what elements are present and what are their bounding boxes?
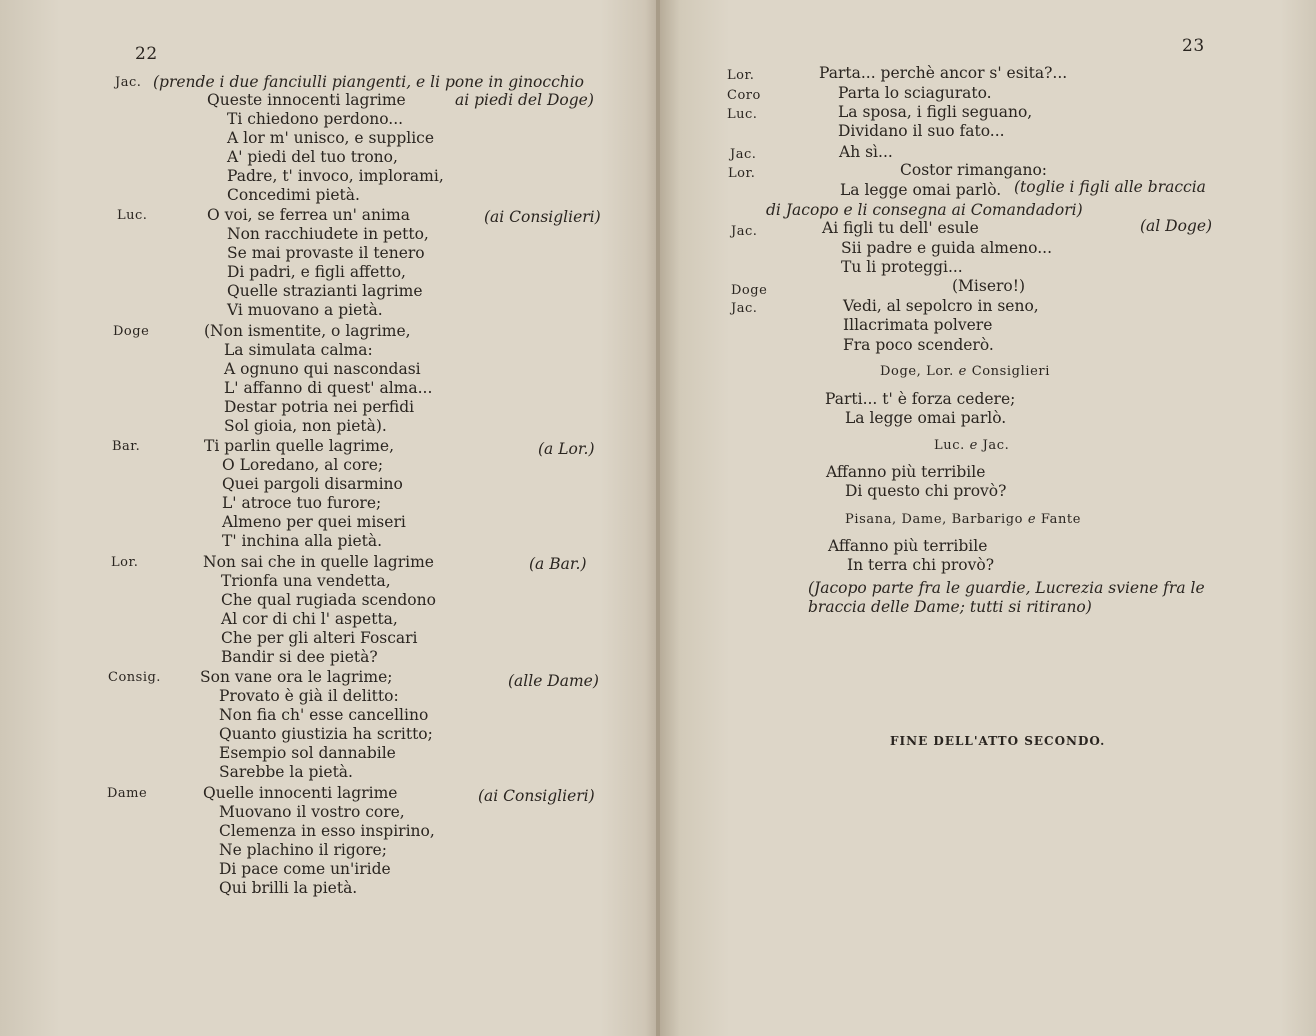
ensemble-conjunction: e bbox=[958, 364, 967, 379]
ensemble-heading bbox=[845, 510, 1081, 529]
stage-direction: braccia delle Dame; tutti si ritirano) bbox=[808, 598, 1092, 616]
verse-line: Concedimi pietà. bbox=[227, 186, 360, 204]
speaker-label: Jac. bbox=[730, 147, 757, 162]
stage-direction: (toglie i figli alle braccia bbox=[1014, 178, 1206, 196]
page-number: 22 bbox=[135, 44, 158, 64]
verse-line: A ognuno qui nascondasi bbox=[224, 360, 421, 378]
verse-line: Che per gli alteri Foscari bbox=[221, 629, 418, 647]
verse-line: Quei pargoli disarmino bbox=[222, 475, 403, 493]
verse-line: Sarebbe la pietà. bbox=[219, 763, 353, 781]
speaker-label: Luc. bbox=[117, 208, 148, 223]
stage-direction: (Jacopo parte fra le guardie, Lucrezia sviene fra le bbox=[808, 579, 1205, 597]
ensemble-names: Pisana, Dame, Barbarigo bbox=[845, 512, 1024, 527]
speaker-label: Lor. bbox=[728, 166, 756, 181]
verse-line: Fra poco scenderò. bbox=[843, 336, 994, 354]
verse-line: La legge omai parlò. bbox=[845, 409, 1007, 427]
verse-line: Son vane ora le lagrime; bbox=[200, 668, 393, 686]
verse-line: Padre, t' invoco, implorami, bbox=[227, 167, 444, 185]
verse-line: La simulata calma: bbox=[224, 341, 373, 359]
ensemble-names: Fante bbox=[1040, 512, 1082, 527]
ensemble-names: Doge, Lor. bbox=[880, 364, 954, 379]
speaker-label: Dame bbox=[107, 786, 148, 801]
verse-line: (Misero!) bbox=[952, 277, 1026, 295]
verse-line: Ti chiedono perdono... bbox=[227, 110, 404, 128]
ensemble-conjunction: e bbox=[1027, 512, 1037, 527]
speaker-label: Coro bbox=[727, 88, 761, 103]
ensemble-heading bbox=[934, 436, 1009, 455]
verse-line: Dividano il suo fato... bbox=[838, 122, 1005, 140]
verse-line: Affanno più terribile bbox=[826, 463, 986, 481]
ensemble-heading bbox=[880, 362, 1050, 381]
verse-line: Tu li proteggi... bbox=[841, 258, 963, 276]
stage-direction: (a Bar.) bbox=[529, 555, 587, 573]
speaker-label: Doge bbox=[731, 283, 768, 298]
verse-line: Di pace come un'iride bbox=[219, 860, 391, 878]
verse-line: Bandir si dee pietà? bbox=[221, 648, 378, 666]
stage-direction: (ai Consiglieri) bbox=[484, 208, 601, 226]
speaker-label: Jac. bbox=[731, 301, 758, 316]
verse-line: Affanno più terribile bbox=[828, 537, 988, 555]
verse-line: L' atroce tuo furore; bbox=[222, 494, 382, 512]
verse-line: Almeno per quei miseri bbox=[222, 513, 406, 531]
verse-line: (Non ismentite, o lagrime, bbox=[204, 322, 411, 340]
verse-line: Qui brilli la pietà. bbox=[219, 879, 358, 897]
verse-line: In terra chi provò? bbox=[847, 556, 995, 574]
verse-line: Al cor di chi l' aspetta, bbox=[221, 610, 398, 628]
ensemble-names: Luc. bbox=[934, 438, 965, 453]
verse-line: Destar potria nei perfidi bbox=[224, 398, 415, 416]
speaker-label: Luc. bbox=[727, 107, 758, 122]
speaker-label: Lor. bbox=[727, 68, 755, 83]
verse-line: Quelle innocenti lagrime bbox=[203, 784, 398, 802]
verse-line: Quanto giustizia ha scritto; bbox=[219, 725, 433, 743]
verse-line: Ne plachino il rigore; bbox=[219, 841, 387, 859]
verse-line: T' inchina alla pietà. bbox=[222, 532, 383, 550]
verse-line: O voi, se ferrea un' anima bbox=[207, 206, 410, 224]
ensemble-names: Jac. bbox=[982, 438, 1010, 453]
right-page bbox=[660, 0, 1316, 1036]
verse-line: Ah sì... bbox=[839, 143, 893, 161]
verse-line: A' piedi del tuo trono, bbox=[227, 148, 398, 166]
verse-line: Di padri, e figli affetto, bbox=[227, 263, 406, 281]
verse-line: Non racchiudete in petto, bbox=[227, 225, 429, 243]
verse-line: A lor m' unisco, e supplice bbox=[227, 129, 435, 147]
verse-line: Provato è già il delitto: bbox=[219, 687, 399, 705]
verse-line: Non sai che in quelle lagrime bbox=[203, 553, 434, 571]
verse-line: Queste innocenti lagrime bbox=[207, 91, 406, 109]
stage-direction: (al Doge) bbox=[1140, 217, 1213, 235]
stage-direction: (ai Consiglieri) bbox=[478, 787, 595, 805]
verse-line: L' affanno di quest' alma... bbox=[224, 379, 433, 397]
verse-line: Costor rimangano: bbox=[900, 161, 1048, 179]
act-end-heading: FINE DELL'ATTO SECONDO. bbox=[890, 734, 1106, 748]
speaker-label: Jac. bbox=[115, 75, 142, 90]
speaker-label: Lor. bbox=[111, 555, 139, 570]
verse-line: Quelle strazianti lagrime bbox=[227, 282, 423, 300]
verse-line: Parta lo sciagurato. bbox=[838, 84, 992, 102]
verse-line: Vi muovano a pietà. bbox=[227, 301, 383, 319]
verse-line: Muovano il vostro core, bbox=[219, 803, 405, 821]
verse-line: La legge omai parlò. bbox=[840, 181, 1002, 199]
verse-line: Parta... perchè ancor s' esita?... bbox=[819, 64, 1068, 82]
verse-line: La sposa, i figli seguano, bbox=[838, 103, 1033, 121]
verse-line: Ai figli tu dell' esule bbox=[822, 219, 979, 237]
verse-line: Esempio sol dannabile bbox=[219, 744, 396, 762]
stage-direction: ai piedi del Doge) bbox=[455, 91, 594, 109]
verse-line: Che qual rugiada scendono bbox=[221, 591, 436, 609]
speaker-label: Bar. bbox=[112, 439, 141, 454]
verse-line: Clemenza in esso inspirino, bbox=[219, 822, 435, 840]
verse-line: Illacrimata polvere bbox=[843, 316, 993, 334]
speaker-label: Jac. bbox=[731, 224, 758, 239]
stage-direction: di Jacopo e li consegna ai Comandadori) bbox=[766, 201, 1083, 219]
verse-line: Sii padre e guida almeno... bbox=[841, 239, 1052, 257]
verse-line: Parti... t' è forza cedere; bbox=[825, 390, 1016, 408]
stage-direction: (a Lor.) bbox=[538, 440, 595, 458]
speaker-label: Consig. bbox=[108, 670, 161, 685]
verse-line: Se mai provaste il tenero bbox=[227, 244, 425, 262]
verse-line: O Loredano, al core; bbox=[222, 456, 384, 474]
verse-line: Non fia ch' esse cancellino bbox=[219, 706, 429, 724]
speaker-label: Doge bbox=[113, 324, 150, 339]
verse-line: Sol gioia, non pietà). bbox=[224, 417, 387, 435]
verse-line: Ti parlin quelle lagrime, bbox=[204, 437, 394, 455]
verse-line: Di questo chi provò? bbox=[845, 482, 1007, 500]
page-number: 23 bbox=[1182, 36, 1205, 56]
stage-direction: (prende i due fanciulli piangenti, e li pone in ginocchio bbox=[153, 73, 585, 91]
verse-line: Vedi, al sepolcro in seno, bbox=[843, 297, 1039, 315]
stage-direction: (alle Dame) bbox=[508, 672, 599, 690]
verse-line: Trionfa una vendetta, bbox=[221, 572, 391, 590]
ensemble-names: Consiglieri bbox=[971, 364, 1050, 379]
ensemble-conjunction: e bbox=[969, 438, 978, 453]
